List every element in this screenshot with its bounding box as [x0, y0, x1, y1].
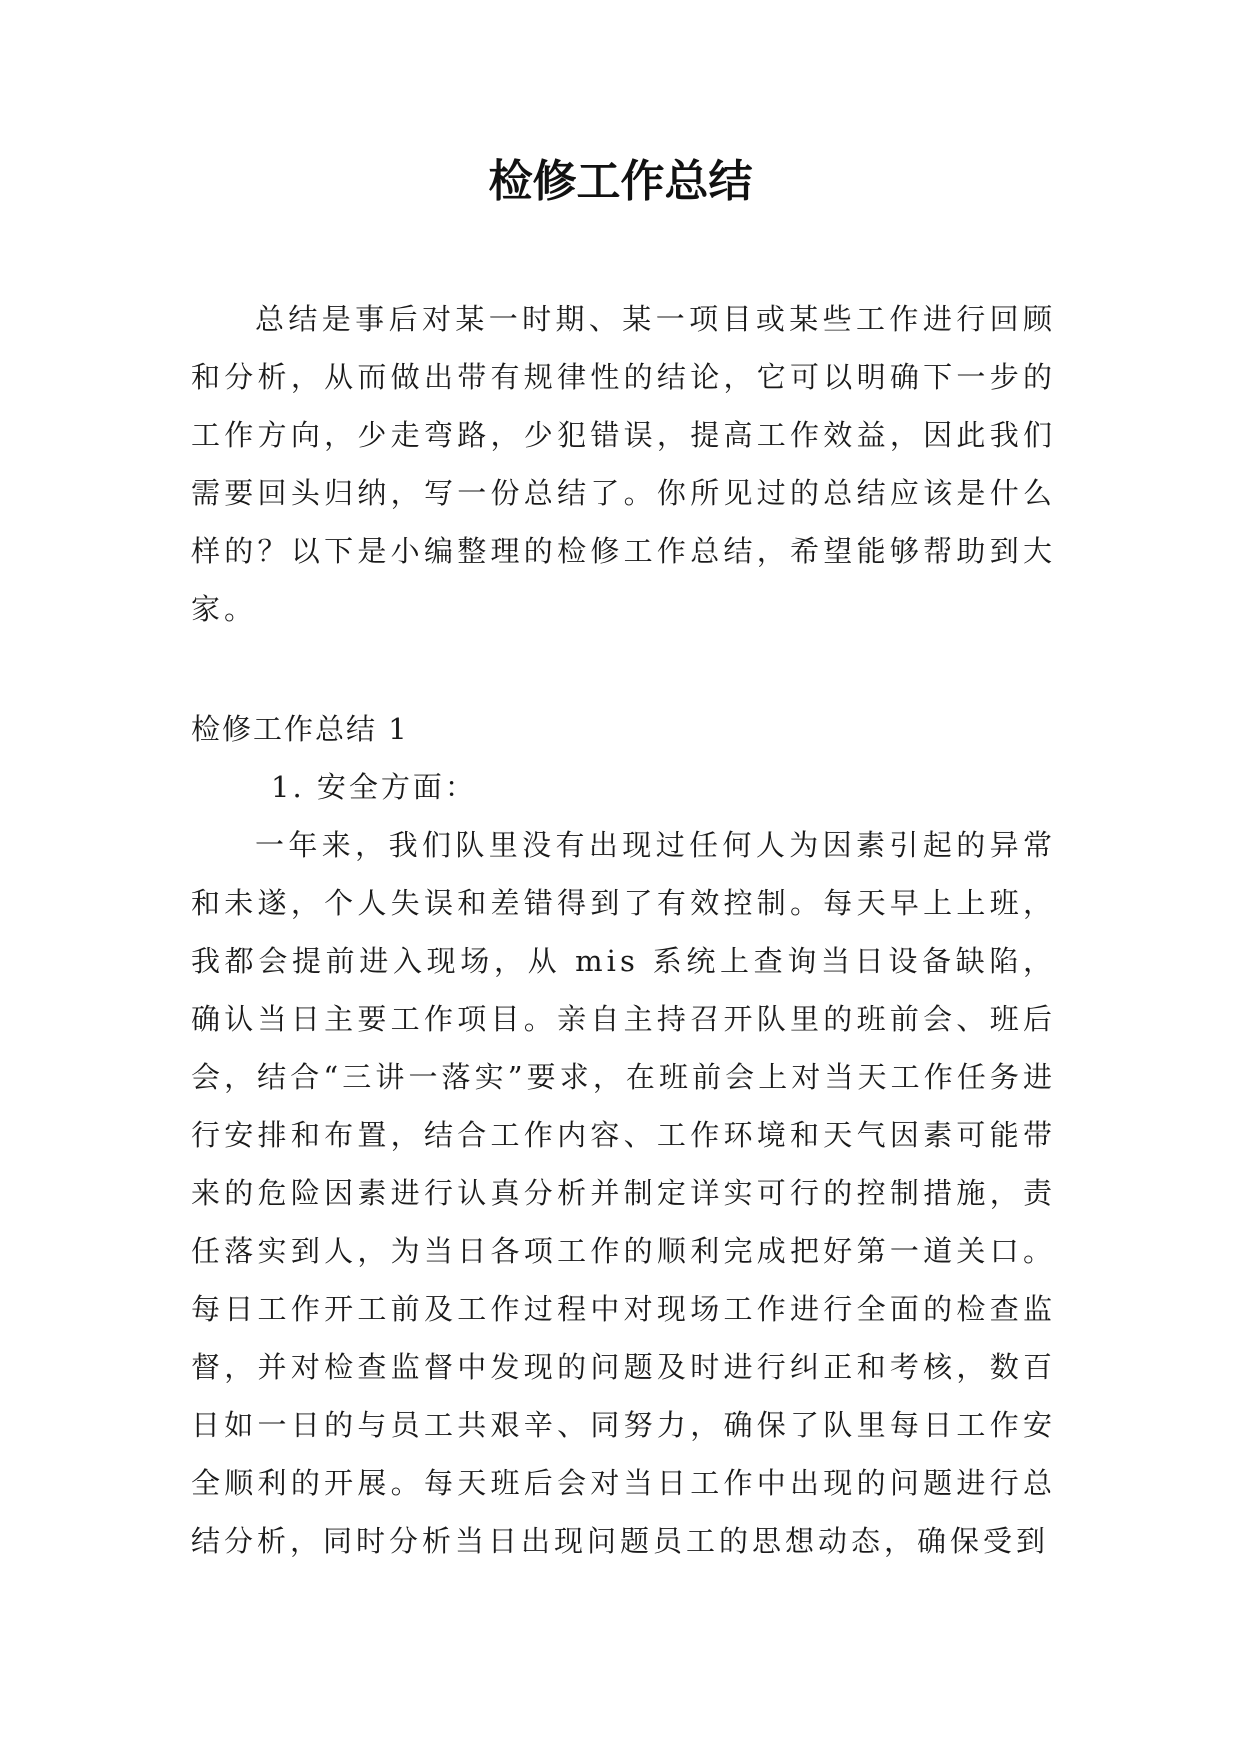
section-heading: 检修工作总结 1: [191, 712, 409, 746]
intro-paragraph: 总结是事后对某一时期、某一项目或某些工作进行回顾和分析，从而做出带有规律性的结论，它可以明确下一步的工作方向，少走弯路，少犯错误，提高工作效益，因此我们需要回头归纳，写一份总结了。你所见过的总结应该是什么样的？以下是小编整理的检修工作总结，希望能够帮助到大家。: [191, 302, 1056, 626]
sub-heading-safety: 1. 安全方面：: [271, 770, 477, 804]
safety-paragraph: 一年来，我们队里没有出现过任何人为因素引起的异常和未遂，个人失误和差错得到了有效控制。每天早上上班，我都会提前进入现场，从 mis 系统上查询当日设备缺陷，确认当日主要工作项目。亲自主持召开队里的班前会、班后会，结合“三讲一落实”要求，在班前会上对当天工作任务进行安排和布置，结合工作内容、工作环境和天气因素可能带来的危险因素进行认真分析并制定详实可行的控制措施，责任落实到人，为当日各项工作的顺利完成把好第一道关口。每日工作开工前及工作过程中对现场工作进行全面的检查监督，并对检查监督中发现的问题及时进行纠正和考核，数百日如一日的与员工共艰辛、同努力，确保了队里每日工作安全顺利的开展。每天班后会对当日工作中出现的问题进行总结分析，同时分析当日出现问题员工的思想动态，确保受到: [191, 828, 1056, 1558]
document-title: 检修工作总结: [488, 156, 753, 207]
